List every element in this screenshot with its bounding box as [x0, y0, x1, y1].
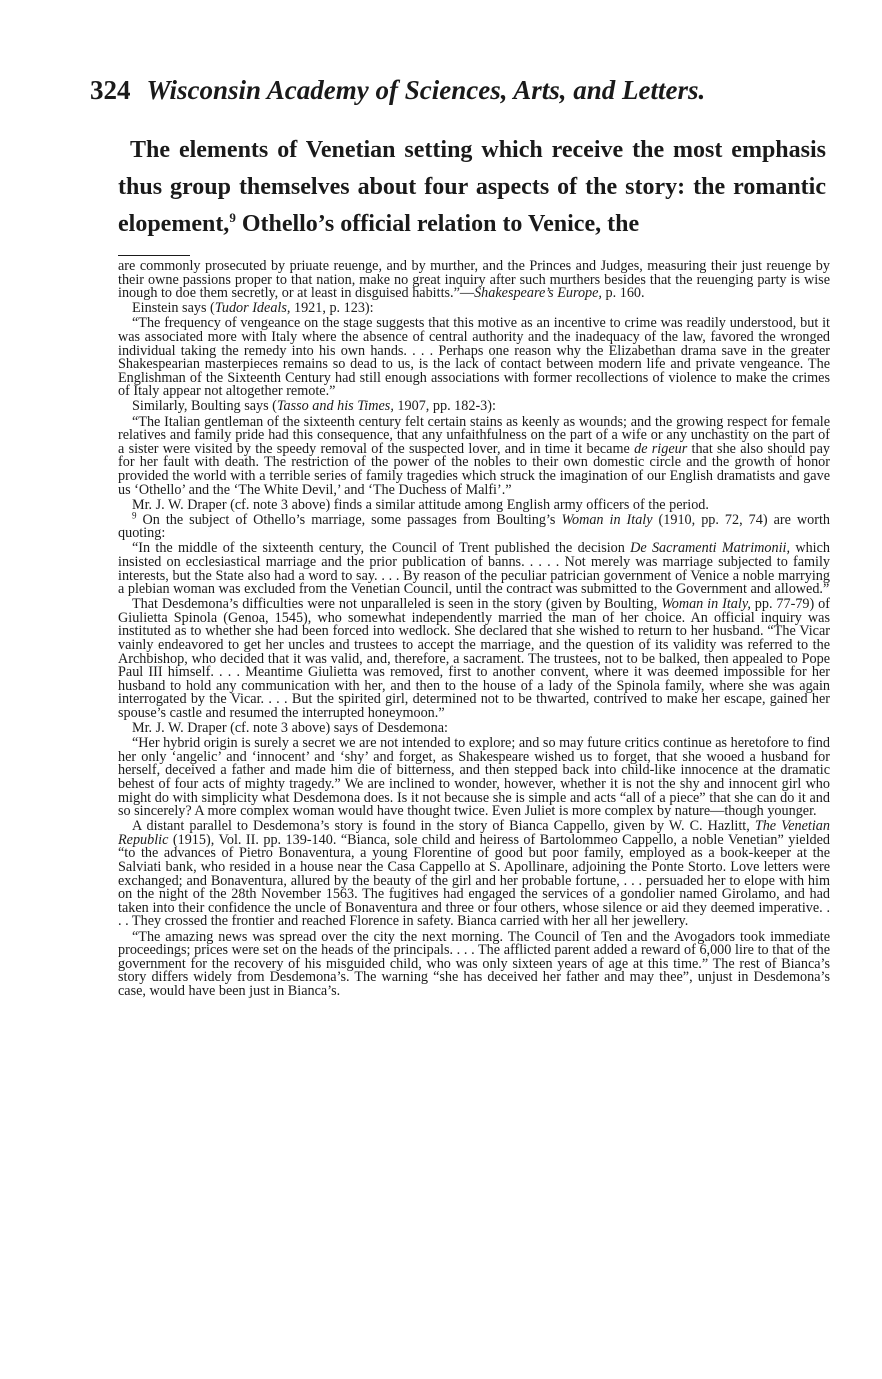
footnote-quote: “Her hybrid origin is surely a secret we are not intended to explore; and so may future critics continue as heretofore to find her only ‘angelic’ and ‘innocent’ and ‘shy’ and forget, as Shakespeare wished us to forget, that she wooed a husband for herself, deceived a father and made him die of bitterness, and then stepped back into child-like innocence at the dramatic behest of four acts of mighty tragedy.” We are inclined to wonder, however, whether it is not the shy and innocent girl who might do with simplicity what Desdemona does. Is it not because she is simple and acts “all of a piece” that she can do it and so sincerely? A more complex woman would have thought twice. Even Juliet is more complex by nature—though younger. [118, 735, 830, 820]
footnote-text: that she also should pay for her fault with death. The restriction of the power of the nobles to their own domestic circle and the growth of honor provided the world with a terrible series of family tragedies which struck the imagination of our English dramatists and gave us ‘Othello’ and the ‘The White Devil,’ and ‘The Duchess of Malfi’.” [118, 440, 830, 498]
footnote-text: “The Italian gentleman of the sixteenth century felt certain stains as keenly as wounds; and the growing respect for female relatives and family pride had this consequence, that any unfaithfulness on the part of a wife or any unchastity on the part of a sister were visited by the speedy removal of the suspected lover, and in time it became [118, 413, 830, 457]
italic-phrase: De Sacramenti Matrimonii, [630, 540, 791, 557]
footnote-text: That Desdemona’s difficulties were not unparalleled is seen in the story (given by Boulting, [132, 596, 662, 613]
italic-phrase: de rigeur [634, 440, 688, 457]
footnote-paragraph: Mr. J. W. Draper (cf. note 3 above) finds a similar attitude among English army officers of the period. [132, 496, 709, 513]
footnote-quote [118, 413, 830, 498]
body-text-before-note: The elements of Venetian setting which receive the most emphasis thus group themselves about four aspects of the story: the romantic elopement, [118, 137, 826, 237]
footnote-paragraph [118, 509, 830, 542]
footnote-text: 1921, p. 123): [290, 300, 374, 317]
footnote-text: Similarly, Boulting says ( [132, 398, 277, 415]
footnote-paragraph [118, 598, 830, 720]
footnote-quote [118, 542, 830, 596]
footnote-paragraph [118, 400, 830, 414]
cited-work: Tasso and his Times, [276, 398, 394, 415]
footnote-text: pp. 77-79) of Giulietta Spinola (Genoa, 1545), who somewhat independently married the man of her choice. An official inquiry was instituted as to whether she had been forced into wedlock. She declared that she wished to return to her husband. “The Vicar vainly endeavored to get her uncles and trustees to accept the marriage, and the question of its validity was referred to the Archbishop, who decided that it was valid, and, therefore, a sacrament. The trustees, not to be balked, then appealed to Pope Paul III himself. . . . Meantime Giulietta was removed, first to another convent, where it was deemed impossible for her husband to hold any communication with her, and then to the house of a lady of the Spinola family, where she was again interrogated by the Vicar. . . . But the spirited girl, determined not to be thwarted, contrived to make her escape, gained her spouse’s castle and resumed the interrupted honeymoon.” [118, 596, 830, 721]
footnote-marker: 9 [229, 210, 236, 225]
footnote-text: p. 160. [601, 285, 645, 302]
footnote-text: 1907, pp. 182-3): [393, 398, 496, 415]
journal-title: Wisconsin Academy of Sciences, Arts, and Letters. [146, 75, 706, 105]
cited-work: The Venetian Republic [118, 818, 830, 848]
footnote-text: are commonly prosecuted by priuate reuenge, and by murther, and the Princes and Judges, measuring their just reuenge by their owne passions proper to that nation, make no great inquiry after such murthers besides that the reuenging party is wise inough to doe them secretly, or at least in disguised habitts.”— [118, 258, 830, 302]
footnote-paragraph [118, 302, 830, 316]
footnotes [118, 260, 830, 1000]
footnote-text: which insisted on ecclesiastical marriage and the prior publication of banns. . . . . Not merely was marriage subjected to family interests, but the State also had a word to say. . . . By reason of the peculiar patrician government of Venice a noble marrying a plebian woman was excluded from the Venetian Council, until the contract was submitted to the Government and allowed.” [118, 540, 830, 598]
footnote-quote: “The frequency of vengeance on the stage suggests that this motive as an incentive to crime was readily understood, but it was associated more with Italy where the absence of central authority and the inadequacy of the law, favored the wronged individual taking the remedy into his own hands. . . . Perhaps one reason why the Elizabethan drama save in the greater Shakespearian masterpieces remains so dead to us, is the lack of contact between modern life and private vengeance. The Englishman of the Sixteenth Century had still enough associations with former recollections of violence to make the crimes of Italy appear not altogether remote.” [118, 315, 830, 400]
body-text-after-note: Othello’s official relation to Venice, the [235, 211, 640, 237]
footnote-paragraph [118, 820, 830, 929]
footnote-quote: “The amazing news was spread over the city the next morning. The Council of Ten and the Avogadors took immediate proceedings; prices were set on the heads of the principals. . . . The afflicted parent added a reward of 6,000 lire to that of the government for the recovery of his misguided child, who was only sixteen years of age at this time.” The rest of Bianca’s story differs widely from Desdemona’s. The warning “she has deceived her father and may thee”, unjust in Desdemona’s case, would have been just in Bianca’s. [118, 928, 830, 999]
cited-work: Shakespeare’s Europe, [474, 285, 602, 302]
main-body-paragraph [118, 132, 826, 243]
footnote-separator-rule [118, 255, 190, 256]
footnote-paragraph [118, 260, 830, 301]
page-number: 324 [90, 75, 131, 105]
footnote-text: Einstein says ( [132, 300, 215, 317]
cited-work: Woman in Italy [561, 511, 653, 528]
cited-work: Woman in Italy, [661, 596, 751, 613]
footnote-text: “In the middle of the sixteenth century, the Council of Trent published the decision [132, 540, 631, 557]
footnote-text: (1910, pp. 72, 74) are worth quoting: [118, 511, 830, 542]
footnote-paragraph: Mr. J. W. Draper (cf. note 3 above) says of Desdemona: [132, 720, 448, 737]
running-header [90, 75, 810, 106]
footnote-text: On the subject of Othello’s marriage, some passages from Boulting’s [136, 511, 562, 528]
cited-work: Tudor Ideals, [214, 300, 291, 317]
footnote-text: (1915), Vol. II. pp. 139-140. “Bianca, sole child and heiress of Bartolommeo Cappello, a noble Venetian” yielded “to the advances of Pietro Bonaventura, a young Florentine of good but poor family, employed as a book-keeper at the Salviati bank, who resided in a house near the Casa Cappello at S. Apollinare, adjoining the Ponte Storto. Love letters were exchanged; and Bonaventura, allured by the beauty of the girl and her probable fortune, . . . persuaded her to elope with him on the night of the 28th November 1563. The fugitives had engaged the services of a gondolier named Girolamo, and had taken into their confidence the uncle of Bonaventura and three or four others, whose silence or aid they deemed imperative. . . . They crossed the frontier and reached Florence in safety. Bianca carried with her all her jewellery. [118, 831, 830, 930]
footnote-text: A distant parallel to Desdemona’s story is found in the story of Bianca Cappello, given by W. C. Hazlitt, [132, 818, 755, 835]
footnote-number: 9 [132, 509, 137, 520]
